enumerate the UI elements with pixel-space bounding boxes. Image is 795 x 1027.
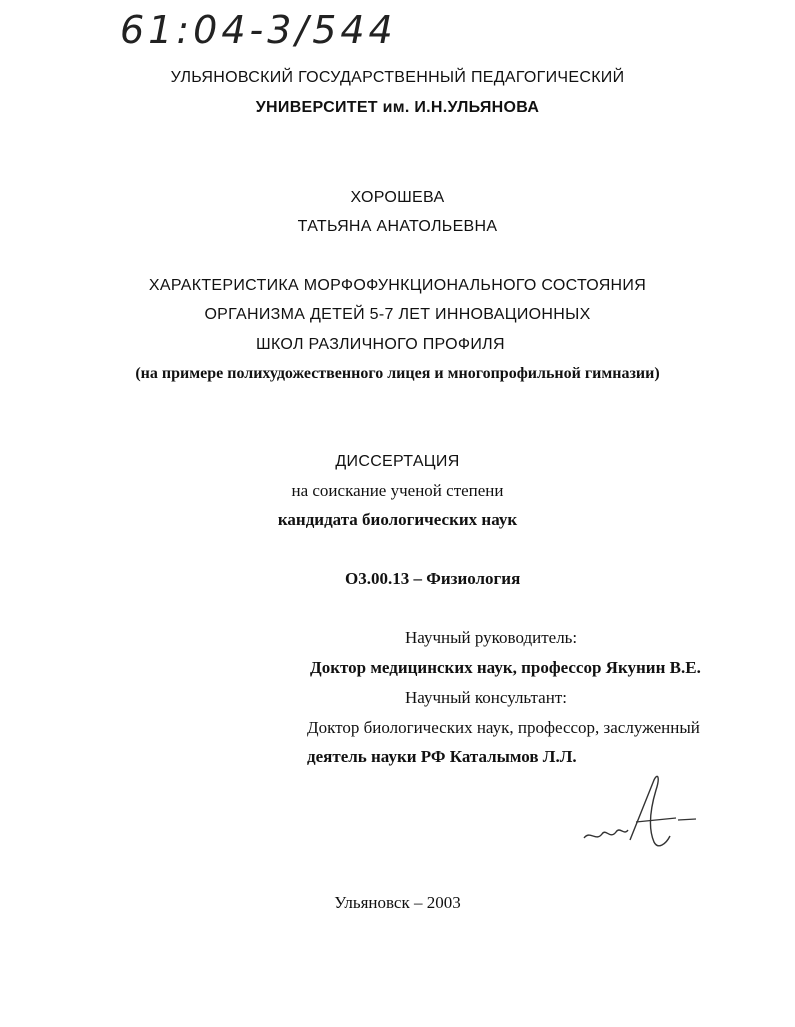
advisor-name: Доктор медицинских наук, профессор Якунин В.Е.	[310, 658, 701, 677]
author-surname: ХОРОШЕВА	[350, 189, 445, 206]
consultant-line-2: деятель науки РФ Каталымов Л.Л.	[307, 747, 577, 766]
archive-number: 61:04-3/544	[120, 8, 397, 52]
dissertation-label: ДИССЕРТАЦИЯ	[335, 453, 460, 470]
city-year: Ульяновск – 2003	[334, 893, 461, 912]
title-line-3: ШКОЛ РАЗЛИЧНОГО ПРОФИЛЯ	[256, 336, 505, 353]
specialty: О3.00.13 – Физиология	[345, 569, 521, 588]
degree-purpose-line-1: на соискание ученой степени	[291, 481, 504, 500]
title-line-2: ОРГАНИЗМА ДЕТЕЙ 5-7 ЛЕТ ИННОВАЦИОННЫХ	[204, 306, 591, 323]
university-line-1: УЛЬЯНОВСКИЙ ГОСУДАРСТВЕННЫЙ ПЕДАГОГИЧЕСКИЙ	[170, 69, 625, 86]
author-name: ТАТЬЯНА АНАТОЛЬЕВНА	[297, 218, 498, 235]
advisor-label: Научный руководитель:	[405, 628, 578, 647]
university-line-2: УНИВЕРСИТЕТ им. И.Н.УЛЬЯНОВА	[255, 99, 540, 116]
consultant-line-1: Доктор биологических наук, профессор, заслуженный	[307, 718, 700, 737]
title-subtitle: (на примере полихудожественного лицея и многопрофильной гимназии)	[135, 365, 660, 382]
consultant-label: Научный консультант:	[405, 688, 567, 707]
handwritten-signature	[580, 770, 700, 860]
title-line-1: ХАРАКТЕРИСТИКА МОРФОФУНКЦИОНАЛЬНОГО СОСТОЯНИЯ	[148, 277, 647, 294]
degree-purpose-line-2: кандидата биологических наук	[277, 510, 518, 529]
